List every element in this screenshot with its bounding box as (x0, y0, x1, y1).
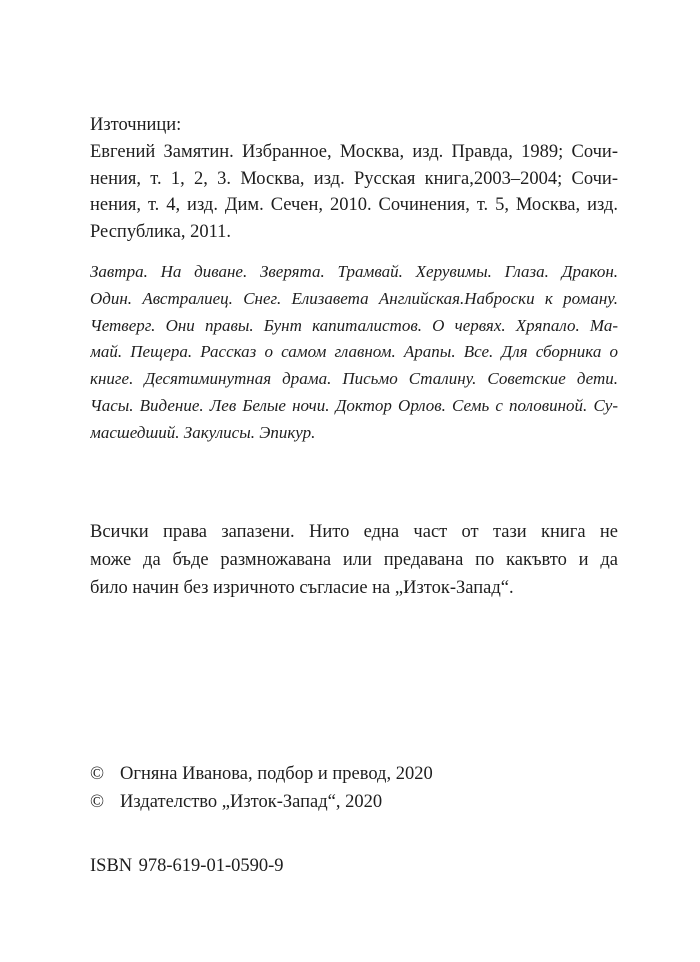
copyright-entry (90, 788, 618, 816)
copyright-text: Издателство „Изток-Запад“, 2020 (120, 792, 383, 812)
rights-line: може да бъде размножавана или предавана по какъвто и да (90, 550, 618, 570)
titles-line: Часы. Видение. Лев Белые ночи. Доктор Орлов. Семь с половиной. Су- (90, 395, 618, 415)
copyright-symbol: © (90, 764, 105, 784)
sources-heading: Източници: (90, 115, 182, 135)
sources-line: Республика, 2011. (90, 221, 232, 242)
copyright-entry (90, 760, 618, 788)
titles-line: май. Пещера. Рассказ о самом главном. Арапы. Все. Для сборника о (90, 342, 618, 362)
sources-list (90, 139, 618, 245)
isbn-line (90, 852, 618, 880)
copyright-text: Огняна Иванова, подбор и превод, 2020 (120, 764, 433, 784)
titles-list (90, 259, 618, 447)
sources-line: Евгений Замятин. Избранное, Москва, изд. Правда, 1989; Сочи- (90, 142, 618, 162)
titles-line: Один. Австралиец. Снег. Елизавета Английская.Наброски к роману. (90, 288, 618, 308)
rights-notice (90, 518, 618, 602)
copyright-symbol: © (90, 792, 105, 812)
isbn-value: 978-619-01-0590-9 (138, 856, 284, 876)
titles-line: Завтра. На диване. Зверята. Трамвай. Херувимы. Глаза. Дракон. (90, 262, 618, 281)
sources-line: нения, т. 1, 2, 3. Москва, изд. Русская книга,2003–2004; Сочи- (90, 168, 618, 189)
rights-line: Всички права запазени. Нито една част от тази книга не (90, 522, 618, 542)
isbn-label: ISBN (90, 856, 133, 876)
titles-line: масшедший. Закулисы. Эпикур. (90, 422, 316, 442)
titles-line: Четверг. Они правы. Бунт капиталистов. О червях. Хряпало. Ма- (90, 315, 618, 335)
sources-line: нения, т. 4, изд. Дим. Сечен, 2010. Сочинения, т. 5, Москва, изд. (90, 195, 618, 215)
copyright-list (90, 760, 618, 816)
titles-line: книге. Десятиминутная драма. Письмо Сталину. Советские дети. (90, 369, 618, 389)
rights-line: било начин без изричното съгласие на „Изток-Запад“. (90, 578, 514, 598)
